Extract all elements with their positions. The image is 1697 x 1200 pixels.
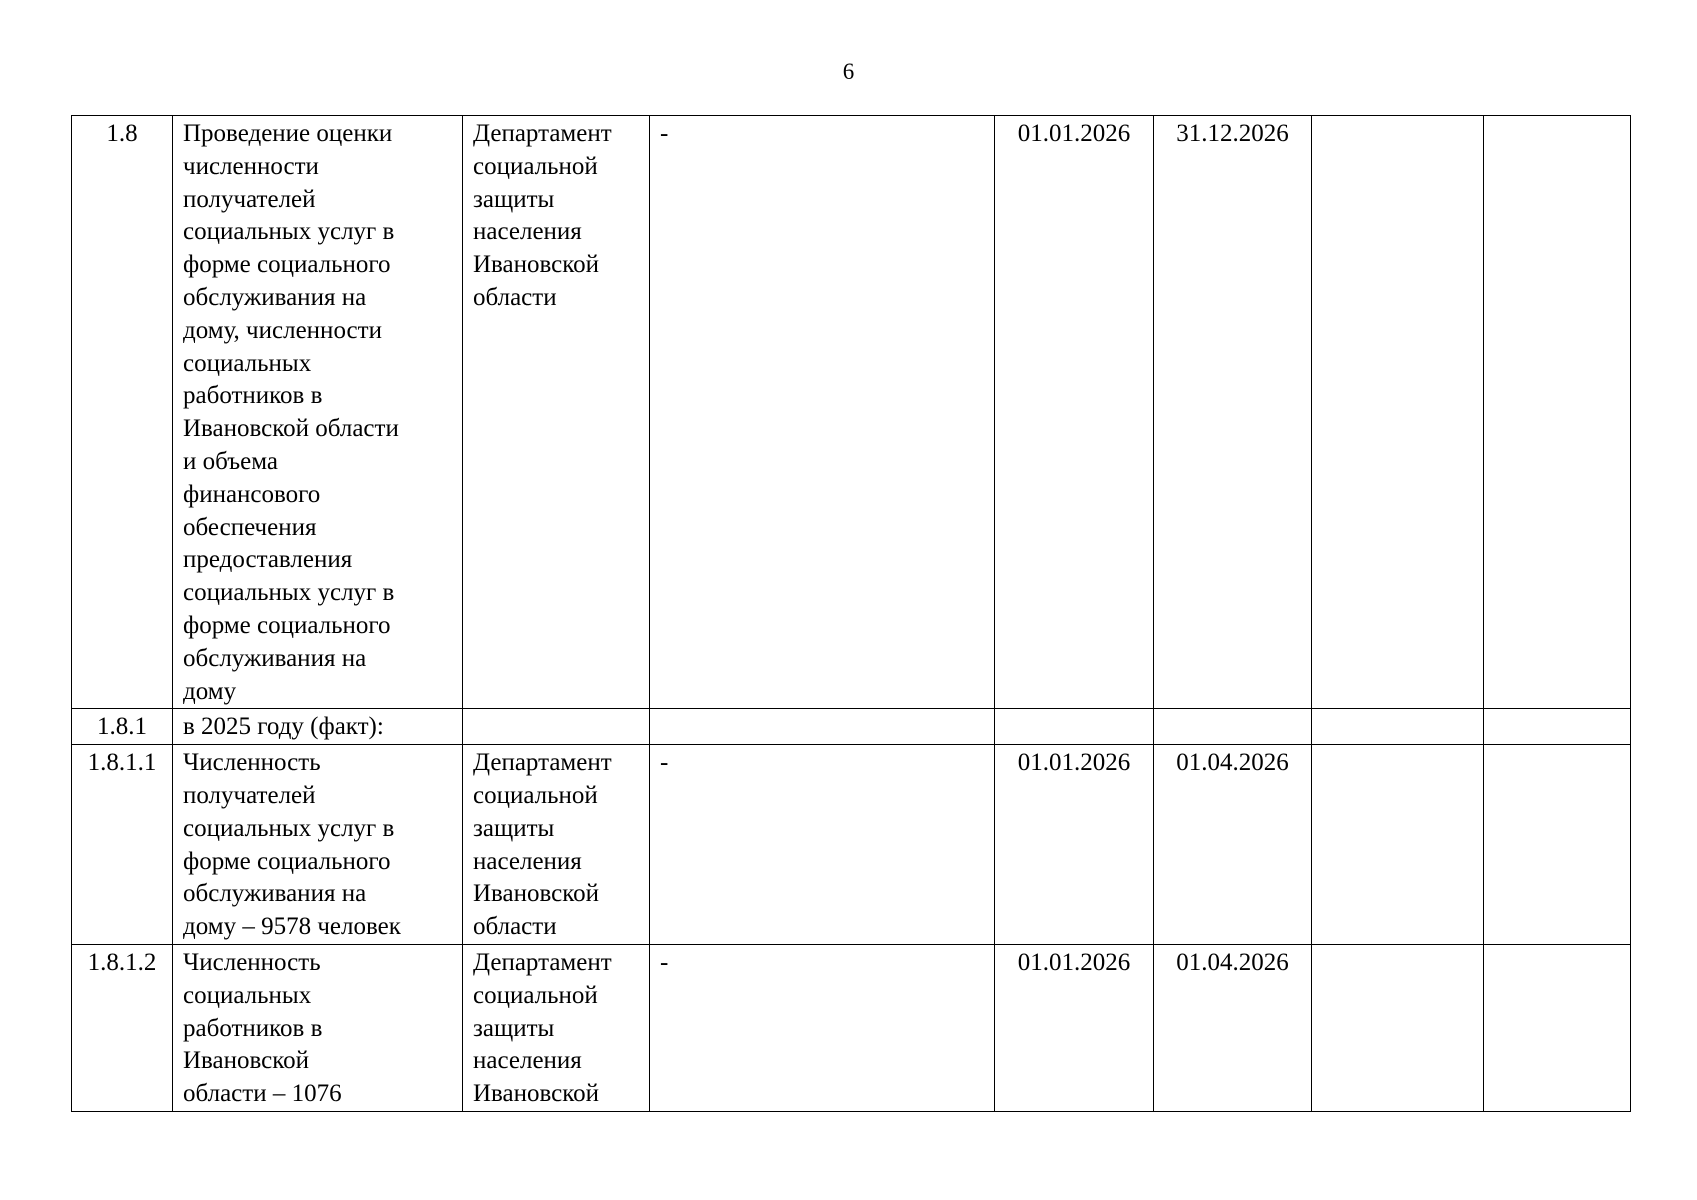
cell-end-date <box>1154 709 1312 745</box>
cell-start-date <box>995 709 1154 745</box>
cell-end-date: 31.12.2026 <box>1154 116 1312 709</box>
cell-executor: Департамент социальной защиты населения Ивановской области <box>463 745 650 945</box>
table-row <box>72 745 1631 945</box>
cell-extra-1 <box>1312 944 1484 1111</box>
cell-extra-1 <box>1312 116 1484 709</box>
cell-number: 1.8.1.2 <box>72 944 173 1111</box>
cell-activity: Численность получателей социальных услуг в форме социального обслуживания на дому – 9578 человек <box>173 745 463 945</box>
cell-result: - <box>650 745 995 945</box>
cell-executor: Департамент социальной защиты населения Ивановской области <box>463 116 650 709</box>
cell-result <box>650 709 995 745</box>
table-row <box>72 709 1631 745</box>
cell-start-date: 01.01.2026 <box>995 944 1154 1111</box>
cell-executor: Департамент социальной защиты населения Ивановской <box>463 944 650 1111</box>
cell-extra-2 <box>1484 116 1631 709</box>
cell-extra-2 <box>1484 709 1631 745</box>
cell-activity: Численность социальных работников в Ивановской области – 1076 <box>173 944 463 1111</box>
cell-extra-1 <box>1312 745 1484 945</box>
cell-end-date: 01.04.2026 <box>1154 944 1312 1111</box>
cell-number: 1.8.1 <box>72 709 173 745</box>
cell-extra-2 <box>1484 745 1631 945</box>
table-row <box>72 116 1631 709</box>
cell-end-date: 01.04.2026 <box>1154 745 1312 945</box>
cell-executor <box>463 709 650 745</box>
cell-activity: в 2025 году (факт): <box>173 709 463 745</box>
cell-result: - <box>650 944 995 1111</box>
cell-result: - <box>650 116 995 709</box>
cell-start-date: 01.01.2026 <box>995 745 1154 945</box>
table-row <box>72 944 1631 1111</box>
cell-start-date: 01.01.2026 <box>995 116 1154 709</box>
plan-table <box>71 115 1631 1112</box>
cell-activity: Проведение оценки численности получателей социальных услуг в форме социального обслуживания на дому, численности социальных работников в Ивановской области и объема финансового обеспечения предоставления социальных услуг в форме социального обслуживания на дому <box>173 116 463 709</box>
cell-extra-1 <box>1312 709 1484 745</box>
cell-number: 1.8 <box>72 116 173 709</box>
page-number: 6 <box>842 59 855 84</box>
cell-extra-2 <box>1484 944 1631 1111</box>
cell-number: 1.8.1.1 <box>72 745 173 945</box>
